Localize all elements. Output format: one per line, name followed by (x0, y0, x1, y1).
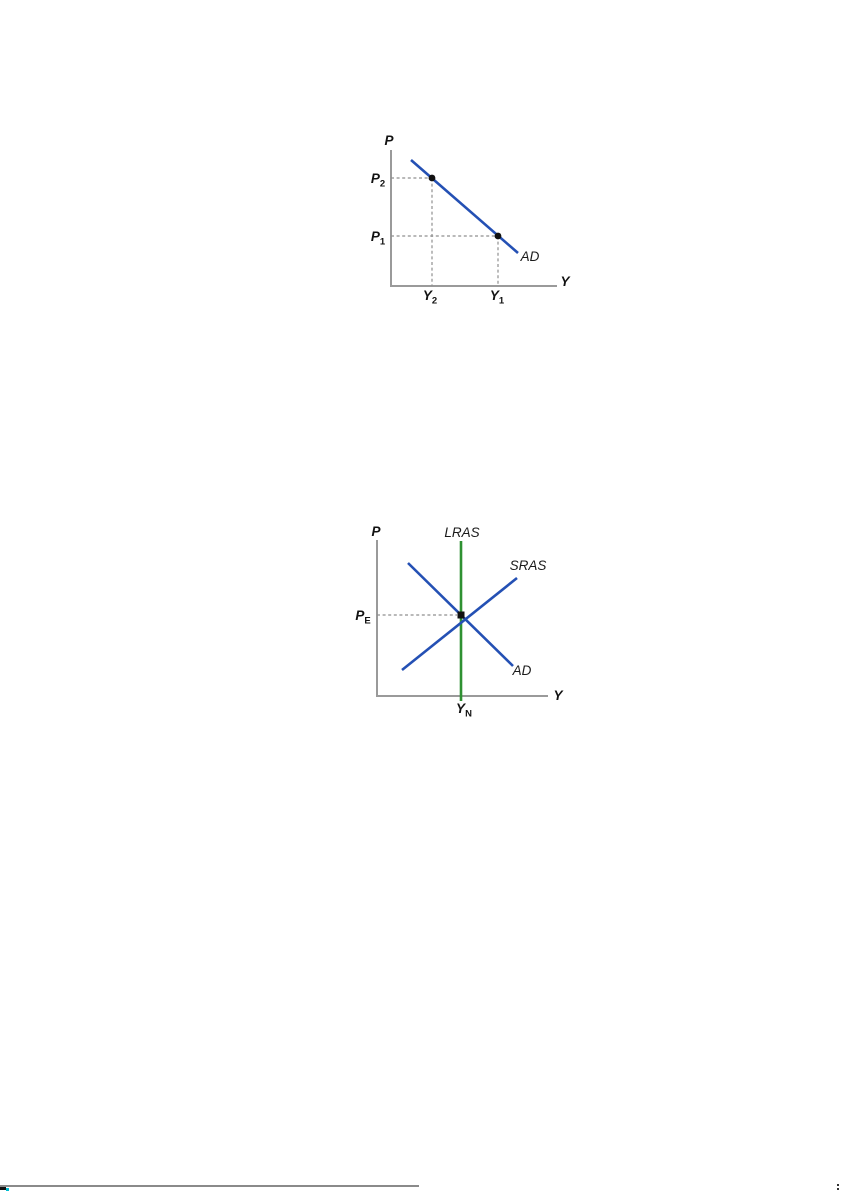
point-p1-y1 (495, 233, 502, 240)
lras-label: LRAS (444, 525, 480, 540)
ad-curve-label: AD (512, 663, 532, 678)
ad-curve-diagram (340, 110, 590, 315)
y-axis-label: P (384, 133, 394, 148)
y2-label: $Y_2$ (422, 288, 438, 307)
y-axis-label: P (371, 524, 381, 539)
equilibrium-point (458, 612, 465, 619)
y1-label: $Y_1$ (489, 288, 505, 307)
x-axis-label: Y (560, 274, 570, 289)
p1-label: $P_1$ (370, 229, 386, 248)
pe-label: $P_E$ (355, 608, 371, 627)
page-bottom-rule (0, 1185, 419, 1187)
ad-curve-label: AD (520, 249, 540, 264)
ad-curve (411, 160, 518, 253)
p2-label: $P_2$ (370, 171, 386, 190)
page-corner-dot-right-upper (837, 1184, 839, 1186)
page-corner-dot-right-lower (837, 1188, 839, 1190)
point-p2-y2 (429, 175, 436, 182)
sras-curve (402, 578, 517, 670)
yn-label: $Y_N$ (456, 701, 472, 720)
ad-as-equilibrium-diagram (330, 500, 575, 725)
x-axis-label: Y (553, 688, 563, 703)
sras-label: SRAS (509, 558, 547, 573)
